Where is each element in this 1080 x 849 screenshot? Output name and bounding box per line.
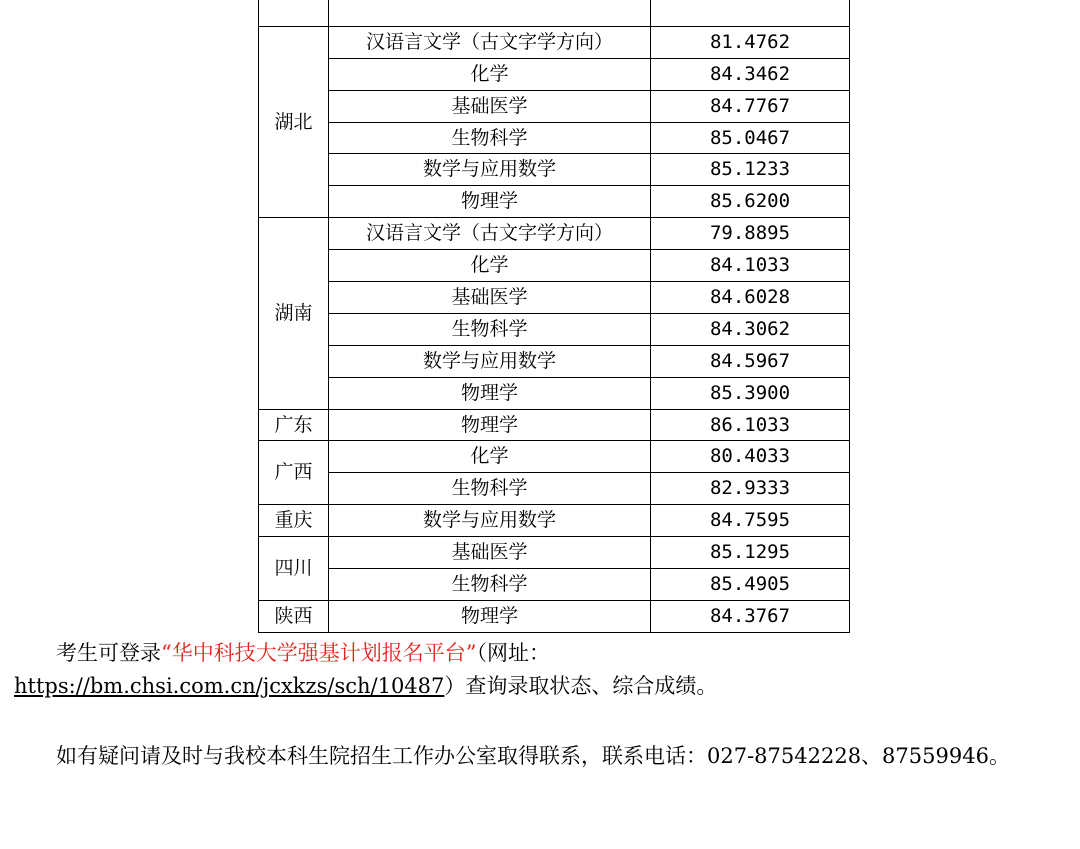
major-cell: 生物科学 xyxy=(329,473,651,505)
province-cell xyxy=(259,0,329,26)
major-cell: 基础医学 xyxy=(329,537,651,569)
major-cell: 物理学 xyxy=(329,186,651,218)
table-row xyxy=(259,26,850,58)
score-cell: 85.0467 xyxy=(651,122,850,154)
table-row xyxy=(259,505,850,537)
platform-name-text: “华中科技大学强基计划报名平台” xyxy=(161,641,477,665)
query-suffix-text: ）查询录取状态、综合成绩。 xyxy=(444,674,718,698)
table-row xyxy=(259,282,850,314)
score-cell: 81.4762 xyxy=(651,26,850,58)
major-cell: 物理学 xyxy=(329,377,651,409)
score-cell: 85.1233 xyxy=(651,154,850,186)
major-cell: 化学 xyxy=(329,250,651,282)
score-cell: 80.4033 xyxy=(651,441,850,473)
table-row xyxy=(259,186,850,218)
major-cell: 基础医学 xyxy=(329,90,651,122)
table-row xyxy=(259,154,850,186)
table-row xyxy=(259,345,850,377)
province-cell: 湖北 xyxy=(259,26,329,217)
url-prefix-text: （网址： xyxy=(476,641,550,665)
login-intro-text: 考生可登录 xyxy=(56,641,161,665)
score-table-body xyxy=(259,0,850,632)
table-row xyxy=(259,377,850,409)
table-row xyxy=(259,90,850,122)
table-row xyxy=(259,600,850,632)
admission-score-table xyxy=(258,0,850,633)
platform-url-link[interactable]: https://bm.chsi.com.cn/jcxkzs/sch/10487 xyxy=(14,674,445,698)
score-cell xyxy=(651,0,850,26)
table-row xyxy=(259,122,850,154)
major-cell: 汉语言文学（古文字学方向） xyxy=(329,218,651,250)
major-cell: 物理学 xyxy=(329,600,651,632)
contact-paragraph xyxy=(14,733,1074,779)
table-row xyxy=(259,58,850,90)
major-cell: 生物科学 xyxy=(329,569,651,601)
table-row xyxy=(259,441,850,473)
table-row xyxy=(259,313,850,345)
table-row xyxy=(259,250,850,282)
table-row xyxy=(259,218,850,250)
province-cell: 重庆 xyxy=(259,505,329,537)
score-cell: 84.3767 xyxy=(651,600,850,632)
major-cell: 化学 xyxy=(329,441,651,473)
major-cell xyxy=(329,0,651,26)
major-cell: 生物科学 xyxy=(329,313,651,345)
major-cell: 汉语言文学（古文字学方向） xyxy=(329,26,651,58)
table-row xyxy=(259,569,850,601)
province-cell: 陕西 xyxy=(259,600,329,632)
score-cell: 84.3062 xyxy=(651,313,850,345)
login-instruction-paragraph xyxy=(14,637,1074,703)
major-cell: 物理学 xyxy=(329,409,651,441)
table-row xyxy=(259,473,850,505)
score-cell: 85.3900 xyxy=(651,377,850,409)
table-row xyxy=(259,0,850,26)
major-cell: 数学与应用数学 xyxy=(329,154,651,186)
score-cell: 84.3462 xyxy=(651,58,850,90)
score-cell: 84.1033 xyxy=(651,250,850,282)
table-row xyxy=(259,409,850,441)
major-cell: 基础医学 xyxy=(329,282,651,314)
score-cell: 85.4905 xyxy=(651,569,850,601)
major-cell: 数学与应用数学 xyxy=(329,345,651,377)
score-cell: 85.6200 xyxy=(651,186,850,218)
score-cell: 79.8895 xyxy=(651,218,850,250)
province-cell: 广东 xyxy=(259,409,329,441)
score-cell: 84.7767 xyxy=(651,90,850,122)
province-cell: 湖南 xyxy=(259,218,329,409)
contact-text: 如有疑问请及时与我校本科生院招生工作办公室取得联系，联系电话：027-87542228、87559946。 xyxy=(56,744,1010,768)
score-cell: 84.6028 xyxy=(651,282,850,314)
province-cell: 广西 xyxy=(259,441,329,505)
province-cell: 四川 xyxy=(259,537,329,601)
table-row xyxy=(259,537,850,569)
score-cell: 84.5967 xyxy=(651,345,850,377)
score-cell: 85.1295 xyxy=(651,537,850,569)
major-cell: 数学与应用数学 xyxy=(329,505,651,537)
score-cell: 86.1033 xyxy=(651,409,850,441)
major-cell: 化学 xyxy=(329,58,651,90)
score-cell: 84.7595 xyxy=(651,505,850,537)
major-cell: 生物科学 xyxy=(329,122,651,154)
score-cell: 82.9333 xyxy=(651,473,850,505)
